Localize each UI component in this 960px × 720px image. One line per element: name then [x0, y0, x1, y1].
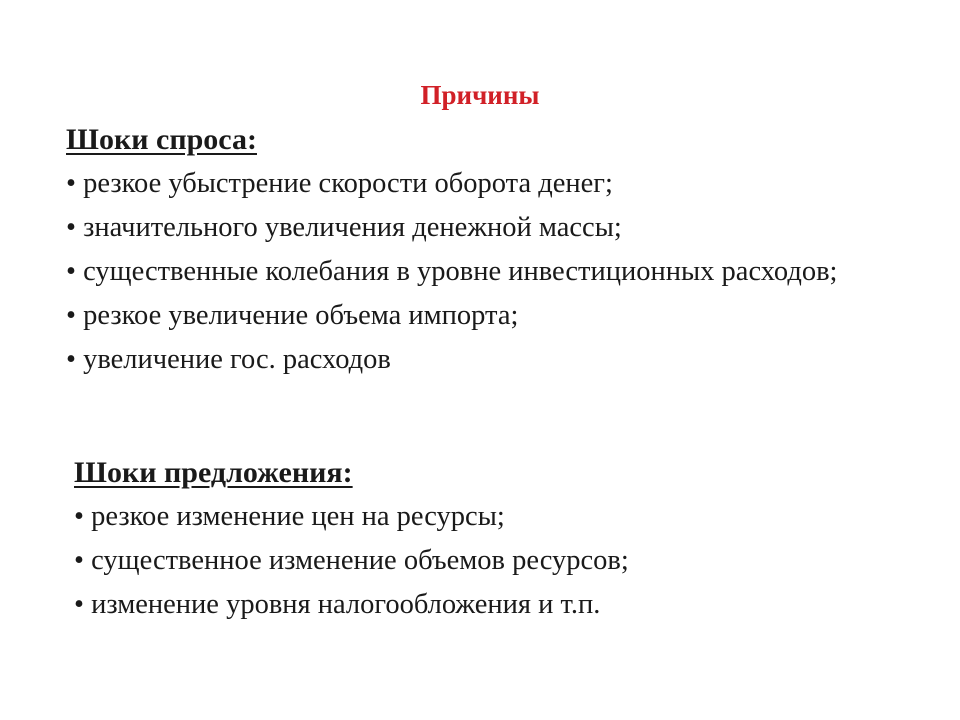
bullet-icon: •: [74, 501, 84, 532]
demand-shocks-heading: Шоки спроса:: [66, 123, 257, 156]
list-item: [74, 539, 894, 583]
list-item-text: резкое изменение цен на ресурсы;: [91, 501, 505, 532]
list-item-text: резкое увеличение объема импорта;: [83, 300, 519, 331]
list-item: [66, 162, 918, 206]
supply-shocks-list: [74, 495, 894, 627]
list-item: [66, 206, 918, 250]
list-item: [66, 338, 918, 382]
bullet-icon: •: [74, 589, 84, 620]
list-item: [74, 495, 894, 539]
list-item-text: изменение уровня налогообложения и т.п.: [91, 589, 601, 620]
demand-shocks-list: [66, 162, 918, 382]
list-item-text: резкое убыстрение скорости оборота денег;: [83, 168, 613, 199]
list-item-text: существенные колебания в уровне инвестиционных расходов;: [83, 256, 838, 287]
list-item-text: существенное изменение объемов ресурсов;: [91, 545, 629, 576]
list-item-text: значительного увеличения денежной массы;: [83, 212, 622, 243]
bullet-icon: •: [66, 300, 76, 331]
list-item: [66, 250, 918, 294]
supply-shocks-section: [74, 451, 894, 627]
bullet-icon: •: [74, 545, 84, 576]
list-item: [74, 583, 894, 627]
bullet-icon: •: [66, 212, 76, 243]
supply-shocks-heading: Шоки предложения:: [74, 456, 353, 489]
list-item-text: увеличение гос. расходов: [83, 344, 391, 375]
bullet-icon: •: [66, 168, 76, 199]
list-item: [66, 294, 918, 338]
bullet-icon: •: [66, 344, 76, 375]
slide-title: Причины: [420, 80, 540, 110]
demand-shocks-section: [66, 118, 918, 382]
bullet-icon: •: [66, 256, 76, 287]
